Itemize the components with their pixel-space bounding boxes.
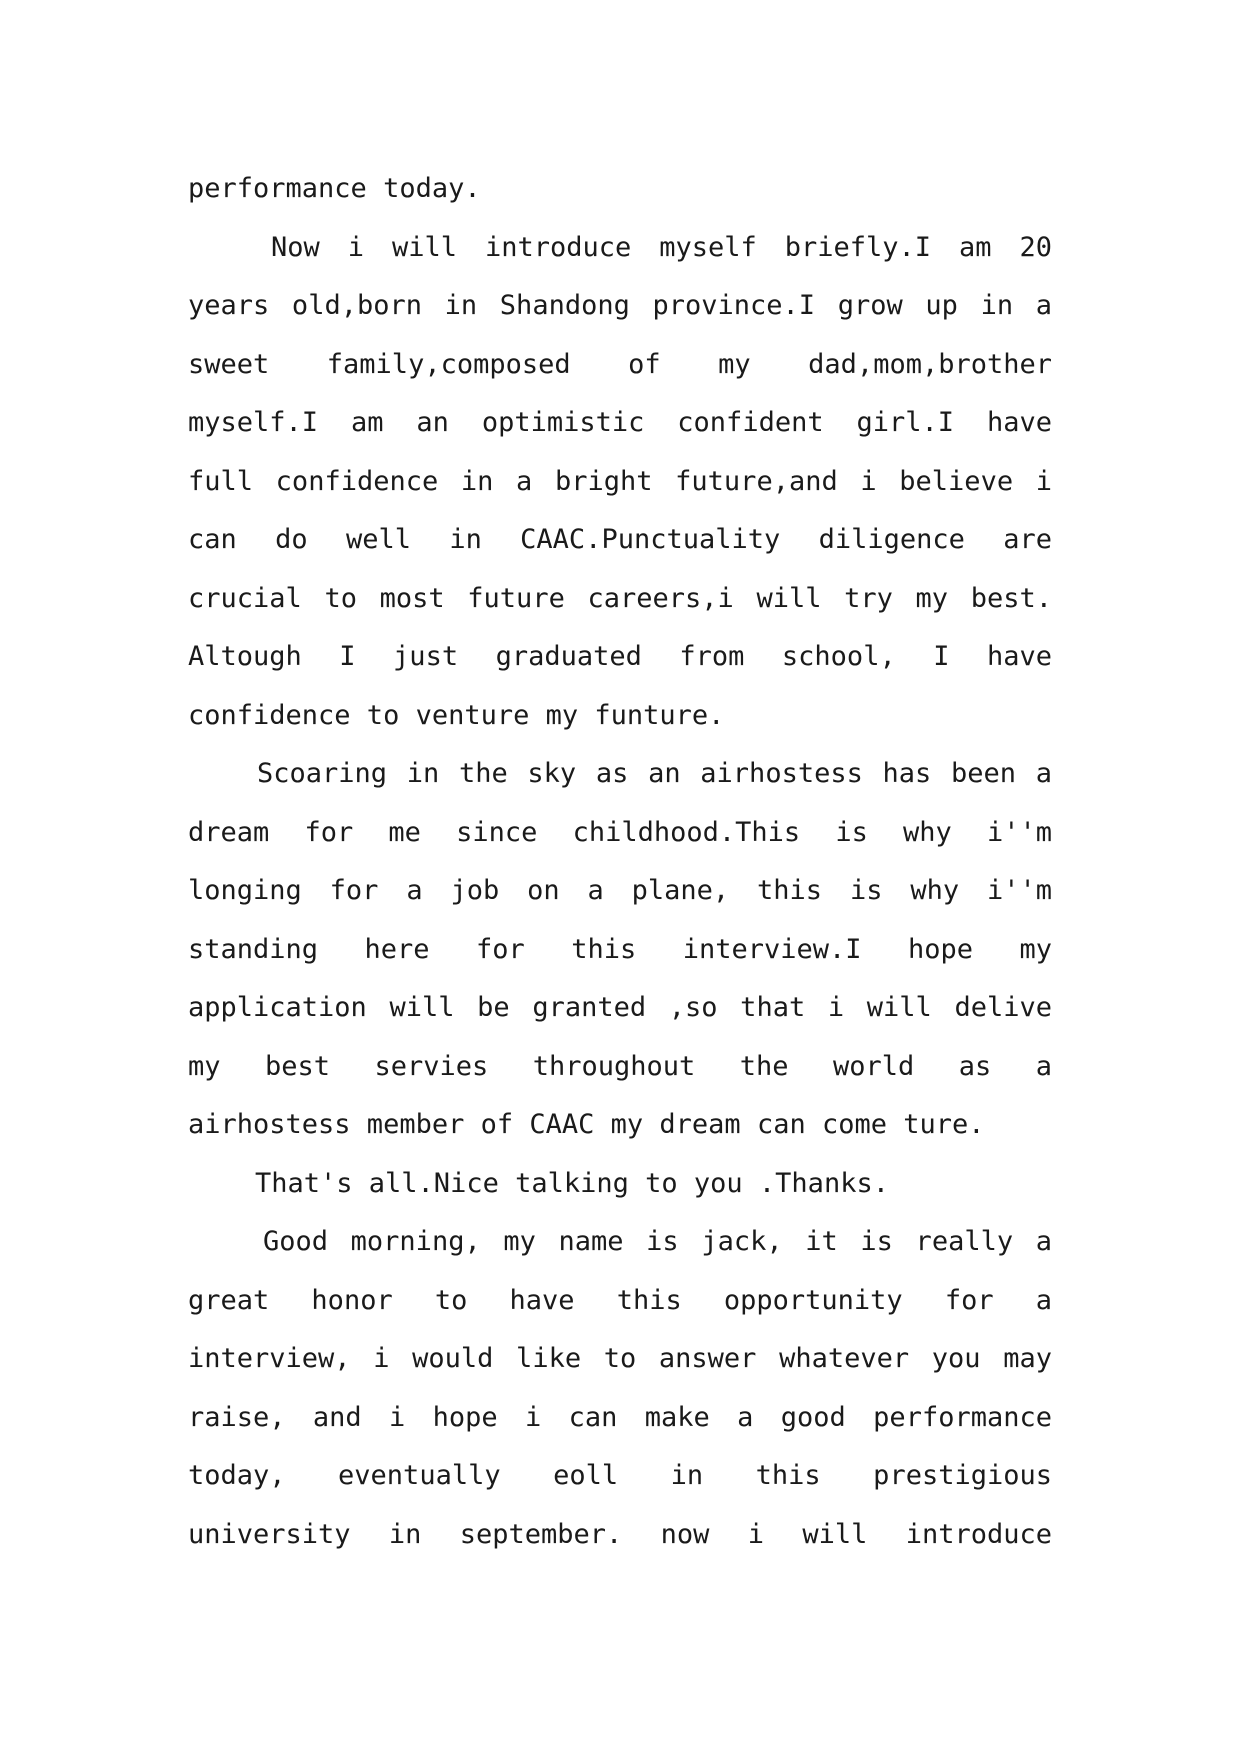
text-line: Altough I just graduated from school, I have	[188, 641, 1052, 672]
text-line: my best servies throughout the world as a	[188, 1050, 1052, 1082]
text-line: confidence to venture my funture.	[188, 699, 725, 731]
text-line: dream for me since childhood.This is why i''m	[188, 816, 1052, 848]
paragraph-start-line: Now i will introduce myself briefly.I am 20	[271, 231, 1052, 263]
text-line: today, eventually eoll in this prestigious	[188, 1460, 1052, 1491]
paragraph-start-line: That's all.Nice talking to you .Thanks.	[255, 1167, 889, 1199]
text-line: standing here for this interview.I hope my	[188, 933, 1052, 965]
text-line: interview, i would like to answer whatever you may	[188, 1343, 1052, 1374]
paragraph-start-line: Good morning, my name is jack, it is really a	[263, 1226, 1052, 1257]
text-line: years old,born in Shandong province.I grow up in a	[188, 290, 1052, 321]
text-line: crucial to most future careers,i will try my best.	[188, 582, 1052, 614]
text-line: application will be granted ,so that i will delive	[188, 992, 1052, 1023]
text-line: longing for a job on a plane, this is why i''m	[188, 875, 1052, 906]
text-line: can do well in CAAC.Punctuality diligence are	[188, 524, 1052, 555]
text-line: full confidence in a bright future,and i believe i	[188, 465, 1052, 497]
text-line: performance today.	[188, 173, 481, 204]
text-line: raise, and i hope i can make a good performance	[188, 1401, 1052, 1433]
text-line: university in september. now i will introduce	[188, 1518, 1052, 1550]
text-line: myself.I am an optimistic confident girl.I have	[188, 407, 1052, 438]
text-line: sweet family,composed of my dad,mom,brother	[188, 348, 1052, 380]
document-body	[188, 160, 1052, 1564]
text-line: airhostess member of CAAC my dream can come ture.	[188, 1109, 985, 1140]
text-line: great honor to have this opportunity for a	[188, 1284, 1052, 1316]
paragraph-start-line: Scoaring in the sky as an airhostess has been a	[257, 758, 1052, 789]
